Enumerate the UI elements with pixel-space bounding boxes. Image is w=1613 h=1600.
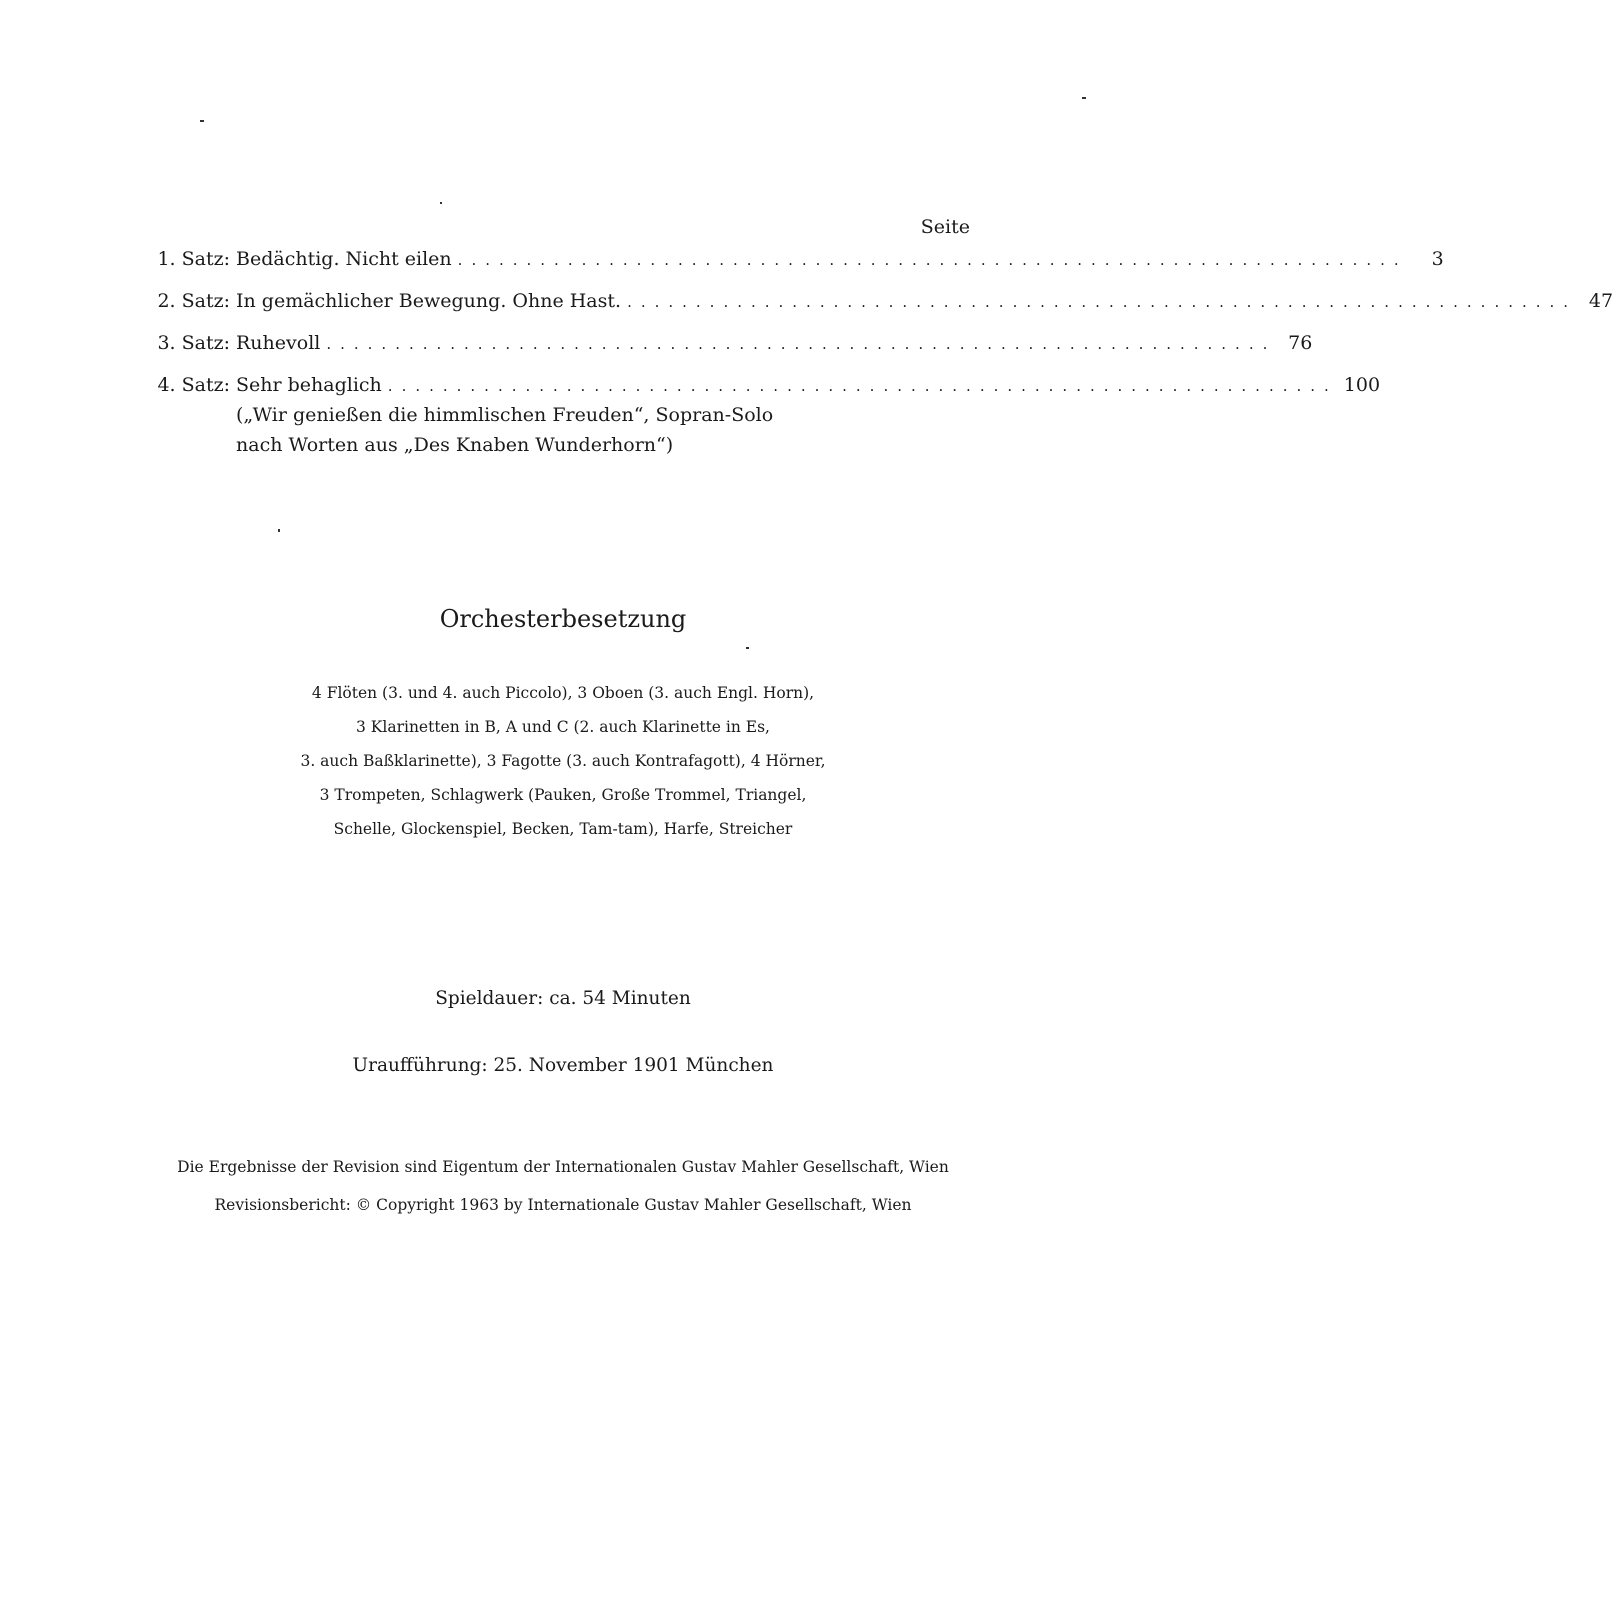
toc-leader-dots: .....................................................................	[326, 335, 1277, 353]
scan-speck	[746, 647, 749, 649]
orchestration-line: 3 Trompeten, Schlagwerk (Pauken, Große Trommel, Triangel,	[319, 786, 807, 804]
toc-leader-dots: .....................................................................	[457, 251, 1408, 269]
orchestration-line: 3 Klarinetten in B, A und C (2. auch Klarinette in Es,	[356, 718, 770, 736]
scan-speck	[200, 120, 204, 122]
toc-entry	[140, 329, 1313, 371]
toc-movement-title: In gemächlicher Bewegung. Ohne Hast.	[236, 290, 622, 312]
toc-movement-number: 2. Satz:	[157, 290, 230, 312]
scan-speck	[278, 529, 280, 532]
orchestration-line: 3. auch Baßklarinette), 3 Fagotte (3. auch Kontrafagott), 4 Hörner,	[300, 752, 826, 770]
toc-page-column-header: Seite	[920, 216, 970, 238]
toc-page-number: 76	[1288, 332, 1313, 354]
toc-page-number: 3	[1431, 248, 1444, 270]
toc-movement-title: Bedächtig. Nicht eilen	[236, 248, 452, 270]
toc-entry	[140, 245, 1444, 287]
toc-leader-dots: .....................................................................	[627, 293, 1578, 311]
orchestration-heading: Orchesterbesetzung	[439, 605, 687, 633]
toc-movement-title: Ruhevoll	[236, 332, 321, 354]
orchestration-line: 4 Flöten (3. und 4. auch Piccolo), 3 Oboen (3. auch Engl. Horn),	[311, 684, 815, 702]
toc-leader-dots: .....................................................................	[387, 377, 1338, 395]
premiere-info: Uraufführung: 25. November 1901 München	[352, 1055, 774, 1076]
revision-rights-notice: Die Ergebnisse der Revision sind Eigentum der Internationalen Gustav Mahler Gesellschaft, Wien	[177, 1158, 949, 1176]
scan-speck	[1082, 97, 1086, 99]
toc-movement-number: 1. Satz:	[157, 248, 230, 270]
copyright-notice: Revisionsbericht: © Copyright 1963 by Internationale Gustav Mahler Gesellschaft, Wien	[214, 1196, 912, 1214]
orchestration-line: Schelle, Glockenspiel, Becken, Tam-tam), Harfe, Streicher	[333, 820, 793, 838]
toc-entry	[140, 371, 1381, 460]
toc-movement-number: 3. Satz:	[157, 332, 230, 354]
toc-page-number: 47	[1588, 290, 1613, 312]
toc-movement-subtitle: („Wir genießen die himmlischen Freuden“, Sopran-Solo	[236, 404, 774, 426]
table-of-contents	[140, 245, 1613, 460]
toc-page-number: 100	[1343, 374, 1381, 396]
toc-movement-number: 4. Satz:	[157, 374, 230, 396]
scan-speck	[440, 202, 442, 204]
performance-duration: Spieldauer: ca. 54 Minuten	[435, 988, 691, 1009]
toc-entry	[140, 287, 1613, 329]
toc-movement-subtitle: nach Worten aus „Des Knaben Wunderhorn“)	[236, 434, 674, 456]
orchestration-list	[0, 676, 1126, 846]
toc-movement-title: Sehr behaglich	[236, 374, 382, 396]
